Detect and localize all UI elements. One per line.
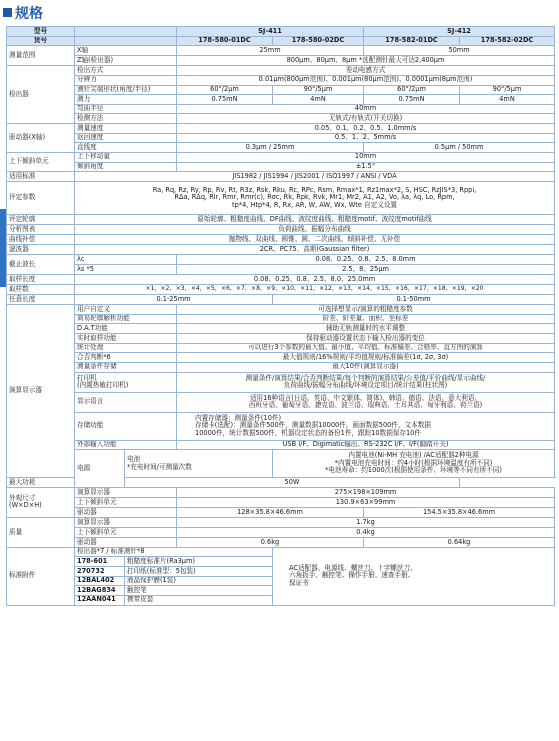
detector-label: 检出器 <box>7 66 75 124</box>
table-row: 截止波长 λc 0.08、0.25、0.8、2.5、8.0mm <box>7 255 555 265</box>
table-row: 测量条件存储 最大10件(演算显示器) <box>7 362 555 372</box>
table-row: 滤波器 2CR、PC75、高斯(Gaussian filter) <box>7 245 555 255</box>
table-row: 适用标准 JIS1982 / JIS1994 / JIS2001 / ISO1997 / ANSI / VDA <box>7 172 555 182</box>
params-line: RΔa, RΔq, Rlr, Rmr, Rmr(c), Rσc, Rk, Rpk, Rvk, Mr1, Mr2, A1, A2, Vo, λa, λq, Lo, Rpm, <box>174 193 455 202</box>
table-row: 测针尖端形状(角度/半径) 60°/2μm 90°/5μm 60°/2μm 90°/5μm <box>7 85 555 95</box>
table-row: 存储功能 内置存储器：测量条件(10件) 存储卡(选配)：测量条件500件，测量数据10000件，画面数据500件，文本数据 10000件，统计数据500件，机器设定状态的备份1件，跟踪10数据保存10件 <box>7 412 555 440</box>
table-row: 最大功耗 50W <box>7 478 555 488</box>
table-row: 上下倾斜单元 0.4kg <box>7 527 555 537</box>
code-178-582-02dc: 178-582-02DC <box>460 36 555 46</box>
table-row: 倾斜角度 ±1.5° <box>7 162 555 172</box>
accessories-label: 标准附件 <box>7 547 75 605</box>
code-178-582-01dc: 178-582-01DC <box>364 36 460 46</box>
table-row: 外部输入功能 USB I/F、Digimatic输出、RS-232C I/F、I/F(脚踏开关) <box>7 440 555 450</box>
table-row: 270732 打印纸(标准型：5包装) <box>7 567 555 577</box>
table-row: 驱动器 0.6kg 0.64kg <box>7 537 555 547</box>
table-row: 合否判断*6 最大值规则/16%规则/平均值规则/标准偏差(1σ, 2σ, 3σ) <box>7 353 555 363</box>
table-row: 驱动器(X轴) 测量速度 0.05、0.1、0.2、0.5、1.0mm/s <box>7 124 555 134</box>
table-row: λs *5 2.5、8、25μm <box>7 265 555 275</box>
display-label: 演算显示器 <box>7 305 75 478</box>
title-square-icon <box>3 8 12 17</box>
table-row: 演算显示器 用户自定义 可选择想显示/演算的粗糙度参数 <box>7 305 555 315</box>
table-row: 任意长度 0.1-25mm 0.1-50mm <box>7 295 555 305</box>
table-row: 直线度 0.3μm / 25mm 0.5μm / 50mm <box>7 143 555 153</box>
table-row: 178-601 粗糙度标准片(Ra3μm) <box>7 557 555 567</box>
table-row: 统计处理 可以进行3个参数的最大值、最小值、平均值、标准偏差、合格率、直方图的演算 <box>7 343 555 353</box>
page-title <box>3 5 43 23</box>
table-row: 取样长度 0.08、0.25、0.8、2.5、8.0、25.0mm <box>7 275 555 285</box>
title-text: 规格 <box>15 6 43 22</box>
table-row: 检测方法 无轨式/有轨式(开关切换) <box>7 114 555 124</box>
header-code-label: 货号 <box>7 36 75 46</box>
table-row: 驱动器 128×35.8×46.6mm 154.5×35.8×46.6mm <box>7 507 555 517</box>
drive-label: 驱动器(X轴) <box>7 124 75 153</box>
table-row: 打印机 (内置热敏打印机) 测量条件/演算结果/合否判断结果/每个判断的演算结果/公差值/平价曲线/显示曲线/ 负荷曲线/振幅分布曲线/环境设定项目/统计结果(柱状图) <box>7 372 555 392</box>
model-sj412: SJ-412 <box>364 27 555 37</box>
table-row: 评定参数 Ra, Rq, Rz, Ry, Rp, Rv, Rt, R3z, Rsk, Rku, Rc, RPc, Rsm, Rmax*1, Rz1max*2, S, HSC, RzJIS*3, Rppi, RΔa, RΔq, Rlr, Rmr, Rmr(c), Rσc, Rk, Rpk, Rvk, Mr1, Mr2, A1, A2, Vo, λa, λq, Lo, Rpm, tp*4, Htp*4, R, Rx, AR, W, AW, Wx, Wte 自定义设置 <box>7 182 555 215</box>
table-row: 上下倾斜单元 上下移动量 10mm <box>7 152 555 162</box>
table-row: D.A.T功能 辅助无轨测量时的水平调整 <box>7 324 555 334</box>
code-178-580-01dc: 178-580-01DC <box>177 36 273 46</box>
table-row <box>7 27 555 37</box>
table-row: 电源 电池 *充电时间/可测量次数 内置电池(Ni-MH 充电池) /AC适配器2种电源 *内置电池充电时间：约4小时(根据环境温度有所不同) *电池寿命：约1000次(根据使用条件、环境等不同有所不同) <box>7 450 555 478</box>
table-row: Z轴(检出器) 800μm、80μm、8μm *选配测针最大可达2,400μm <box>7 56 555 66</box>
params-line: tp*4, Htp*4, R, Rx, AR, W, AW, Wx, Wte 自定义设置 <box>232 200 398 209</box>
table-row: 测力 0.75mN 4mN 0.75mN 4mN <box>7 95 555 105</box>
table-row: 外观尺寸 (W×D×H) 演算显示器 275×198×109mm <box>7 487 555 497</box>
table-row: 曲线补偿 抛物线、双曲线、圆锥、圆、二次曲线、倾斜补偿、无补偿 <box>7 235 555 245</box>
header-model-label: 型号 <box>7 27 75 37</box>
table-row <box>7 36 555 46</box>
code-178-580-02dc: 178-580-02DC <box>273 36 364 46</box>
table-row: 弯曲半径 40mm <box>7 104 555 114</box>
model-sj411: SJ-411 <box>177 27 364 37</box>
table-row: 质量 演算显示器 1.7kg <box>7 517 555 527</box>
table-row: 实时取样功能 保持驱动器设置状态下输入检出器的变位 <box>7 334 555 344</box>
table-row: 12BAG834 触控笔 <box>7 586 555 596</box>
table-row: 分辨力 0.01μm(800μm范围)、0.001μm(80μm范围)、0.0001μm(8μm范围) <box>7 75 555 85</box>
table-row: 上下倾斜单元 130.9×63×99mm <box>7 497 555 507</box>
table-row: 检出器 检出方式 差动电感方式 <box>7 66 555 76</box>
table-row: 12BAL402 液晶保护膜(1装) <box>7 576 555 586</box>
table-row: 评定轮廓 原始轮廓、粗糙度曲线、DF曲线、波纹度曲线、粗糙度motif、波纹度motif曲线 <box>7 215 555 225</box>
table-row: 标准附件 检出器*7 / 标准测针*8 AC适配器、电源线、螺丝刀、十字螺丝刀、 六角扳手、触控笔、操作手册、速查手册、 保证书 <box>7 547 555 557</box>
table-row: 简易轮廓解析功能 阶差、阶差量、面积、坐标差 <box>7 314 555 324</box>
table-row: 分析图表 负荷曲线、振幅分布曲线 <box>7 225 555 235</box>
spec-table <box>6 26 555 606</box>
table-row: 取样数 ×1，×2，×3，×4，×5，×6，×7，×8，×9，×10，×11，×12，×13，×14，×15，×16，×17，×18，×19，×20 <box>7 285 555 295</box>
table-row: 返回速度 0.5、1、2、5mm/s <box>7 133 555 143</box>
table-row: 12AAN041 携带皮套 <box>7 595 555 605</box>
tilt-label: 上下倾斜单元 <box>7 152 75 171</box>
table-row: 测量范围 X轴 25mm 50mm <box>7 46 555 56</box>
table-row: 显示语言 适用16种语言(日语、英语、中文繁体、简体)、韩语、德语、法语、意大利语、 西班牙语、葡萄牙语、捷克语、波兰语、瑞典语、土耳其语、匈牙利语、荷兰语) <box>7 392 555 412</box>
range-label: 测量范围 <box>7 46 75 66</box>
params-line: Ra, Rq, Rz, Ry, Rp, Rv, Rt, R3z, Rsk, Rku, Rc, RPc, Rsm, Rmax*1, Rz1max*2, S, HSC, RzJIS*3, Rppi, <box>152 185 477 194</box>
